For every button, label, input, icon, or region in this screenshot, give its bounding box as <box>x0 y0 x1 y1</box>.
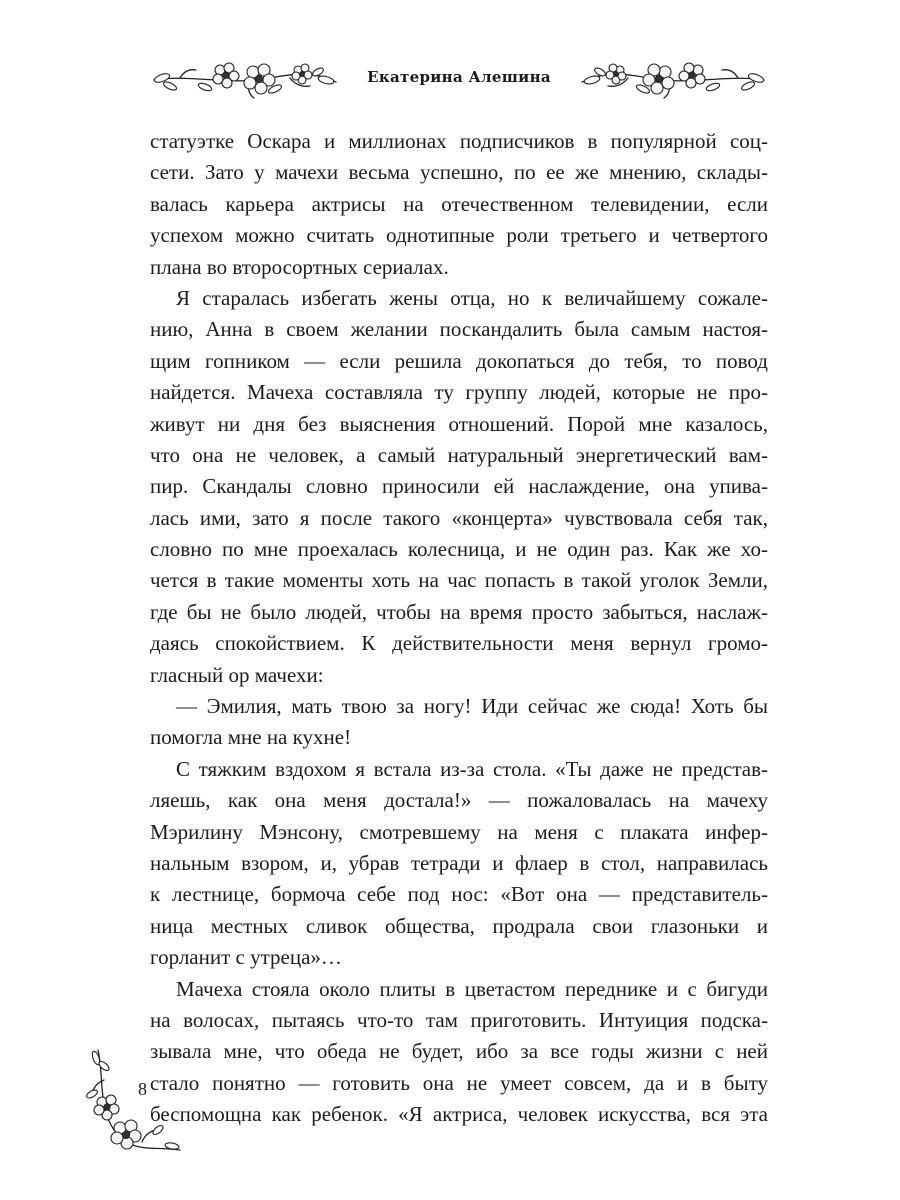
text-line: живут ни дня без выяснения отношений. Порой мне казалось, <box>150 411 768 436</box>
text-line: даясь спокойствием. К действительности меня вернул громо- <box>150 631 768 656</box>
text-line: где бы не было людей, чтобы на время просто забыться, наслаж- <box>150 599 768 624</box>
text-line: беспомощна как ребенок. «Я актриса, человек искусства, вся эта <box>150 1102 768 1127</box>
text-line: ляешь, как она меня достала!» — пожаловалась на мачеху <box>150 788 768 813</box>
text-line: гласный ор мачехи: <box>150 662 324 687</box>
text-line: зывала мне, что обеда не будет, ибо за все годы жизни с ней <box>150 1039 768 1064</box>
text-line: плана во второсортных сериалах. <box>150 254 449 279</box>
text-line: найдется. Мачеха составляла ту группу людей, которые не про- <box>150 380 768 405</box>
text-line: горланит с утреца»… <box>150 945 342 970</box>
text-line: валась карьера актрисы на отечественном телевидении, если <box>150 191 768 216</box>
text-line: стало понятно — готовить она не умеет совсем, да и в быту <box>150 1070 768 1095</box>
body-text <box>150 126 768 1131</box>
text-line: на волосах, пытаясь что-то там приготовить. Интуиция подска- <box>150 1007 768 1032</box>
floral-ornament-icon <box>150 56 340 102</box>
text-line: успехом можно считать однотипные роли третьего и четвертого <box>150 223 768 248</box>
text-line: С тяжким вздохом я встала из-за стола. «Ты даже не представ- <box>176 756 768 781</box>
text-line: ница местных сливок общества, продрала свои глазоньки и <box>150 913 768 938</box>
text-line: — Эмилия, мать твою за ногу! Иди сейчас же сюда! Хоть бы <box>176 694 768 719</box>
text-line: что она не человек, а самый натуральный энергетический вам- <box>150 442 768 467</box>
floral-ornament-icon <box>578 56 768 102</box>
text-line: статуэтке Оскара и миллионах подписчиков в популярной соц- <box>150 129 768 153</box>
text-line: Мачеха стояла около плиты в цветастом переднике и с бигуди <box>176 976 768 1001</box>
text-line: пир. Скандалы словно приносили ей наслаждение, она упива- <box>150 474 768 499</box>
page-number: 8 <box>138 1079 147 1099</box>
running-header <box>150 56 768 102</box>
text-line: щим гопником — если решила докопаться до тебя, то повод <box>150 348 768 373</box>
text-line: словно по мне проехалась колесница, и не один раз. Как же хо- <box>150 537 768 562</box>
text-line: нию, Анна в своем желании поскандалить была самым настоя- <box>150 317 768 342</box>
text-line: нальным взором, и, убрав тетради и флаер в стол, направилась <box>150 850 768 875</box>
running-head-author: Екатерина Алешина <box>367 68 551 86</box>
text-line: Я старалась избегать жены отца, но к величайшему сожале- <box>176 285 768 310</box>
text-line: Мэрилину Мэнсону, смотревшему на меня с плаката инфер- <box>150 819 768 844</box>
text-line: лась ими, зато я после такого «концерта» чувствовала себя так, <box>150 505 768 530</box>
text-line: сети. Зато у мачехи весьма успешно, по ее же мнению, склады- <box>150 160 768 185</box>
text-line: к лестнице, бормоча себе под нос: «Вот она — представитель- <box>150 882 768 907</box>
text-line: помогла мне на кухне! <box>150 725 352 750</box>
text-line: чется в такие моменты хоть на час попасть в такой уголок Земли, <box>150 568 768 593</box>
floral-corner-icon <box>84 1046 184 1156</box>
